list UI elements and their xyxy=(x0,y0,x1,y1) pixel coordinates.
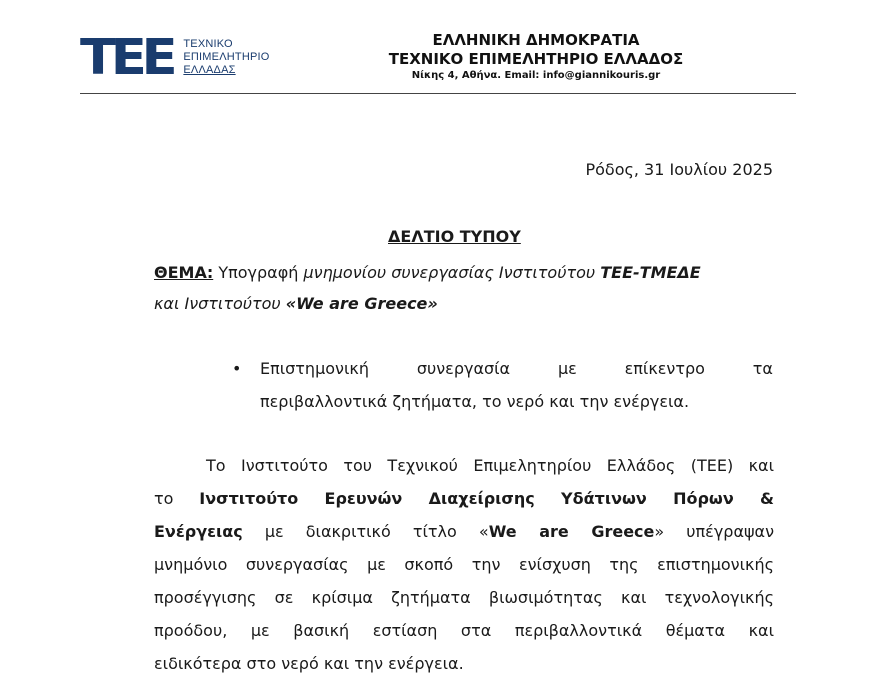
bullet-dot-icon: • xyxy=(232,359,242,378)
header-organization: ΤΕΧΝΙΚΟ ΕΠΙΜΕΛΗΤΗΡΙΟ ΕΛΛΑΔΟΣ xyxy=(388,50,684,68)
paragraph-line xyxy=(154,482,774,515)
bullet-line-2: περιβαλλοντικά ζητήματα, το νερό και την ενέργεια. xyxy=(260,392,690,411)
institute-name: Ινστιτούτο Ερευνών Διαχείρισης Υδάτινων Πόρων & xyxy=(199,489,774,508)
logo-text xyxy=(183,38,269,77)
paragraph-text: με διακριτικό τίτλο « xyxy=(264,522,489,541)
bullet-word: με xyxy=(557,359,577,378)
header-country: ΕΛΛΗΝΙΚΗ ΔΗΜΟΚΡΑΤΙΑ xyxy=(432,31,640,49)
letterhead xyxy=(370,31,702,83)
logo-line-1: ΤΕΧΝΙΚΟ xyxy=(183,38,233,50)
header-divider xyxy=(80,93,796,94)
subject-text-5: «We are Greece» xyxy=(285,294,438,313)
logo-line-3: ΕΛΛΑΔΑΣ xyxy=(183,64,236,76)
paragraph-line: προόδου, με βασική εστίαση στα περιβαλλοντικά θέματα και xyxy=(154,621,774,640)
institute-name-end: Ενέργειας xyxy=(154,522,243,541)
subject-text-4: και Ινστιτούτου xyxy=(154,294,281,313)
subject-text-1: Υπογραφή xyxy=(218,263,299,282)
subject-line xyxy=(154,257,774,319)
bullet-word: Επιστημονική xyxy=(260,359,369,378)
header-address: Νίκης 4, Αθήνα. Email: info@giannikouris.gr xyxy=(411,70,661,81)
paragraph-line xyxy=(154,515,774,548)
paragraph-line: προσέγγισης σε κρίσιμα ζητήματα βιωσιμότητας και τεχνολογικής xyxy=(154,588,774,607)
paragraph-line: μνημόνιο συνεργασίας με σκοπό την ενίσχυση της επιστημονικής xyxy=(154,555,774,574)
bullet-word: τα xyxy=(752,359,773,378)
logo-mark: ΤΕΕ xyxy=(80,29,173,86)
subject-label: ΘΕΜΑ: xyxy=(154,263,214,282)
paragraph-line: ειδικότερα στο νερό και την ενέργεια. xyxy=(154,654,464,673)
document-date: Ρόδος, 31 Ιουλίου 2025 xyxy=(585,160,773,179)
brand-name: We are Greece xyxy=(488,522,655,541)
logo-line-2: ΕΠΙΜΕΛΗΤΗΡΙΟ xyxy=(183,51,270,63)
body-paragraph xyxy=(154,449,774,680)
paragraph-text: » υπέγραψαν xyxy=(654,522,775,541)
subject-text-2: μνημονίου συνεργασίας Ινστιτούτου xyxy=(303,263,596,282)
tee-logo xyxy=(80,29,270,86)
paragraph-text: το xyxy=(154,489,174,508)
document-title: ΔΕΛΤΙΟ ΤΥΠΟΥ xyxy=(388,227,521,246)
bullet-item xyxy=(232,352,773,418)
bullet-word: επίκεντρο xyxy=(624,359,705,378)
paragraph-line: Το Ινστιτούτο του Τεχνικού Επιμελητηρίου Ελλάδος (ΤΕΕ) και xyxy=(206,456,774,475)
bullet-line-1 xyxy=(260,352,773,385)
subject-text-3: ΤΕΕ-ΤΜΕΔΕ xyxy=(600,263,701,282)
bullet-word: συνεργασία xyxy=(416,359,511,378)
